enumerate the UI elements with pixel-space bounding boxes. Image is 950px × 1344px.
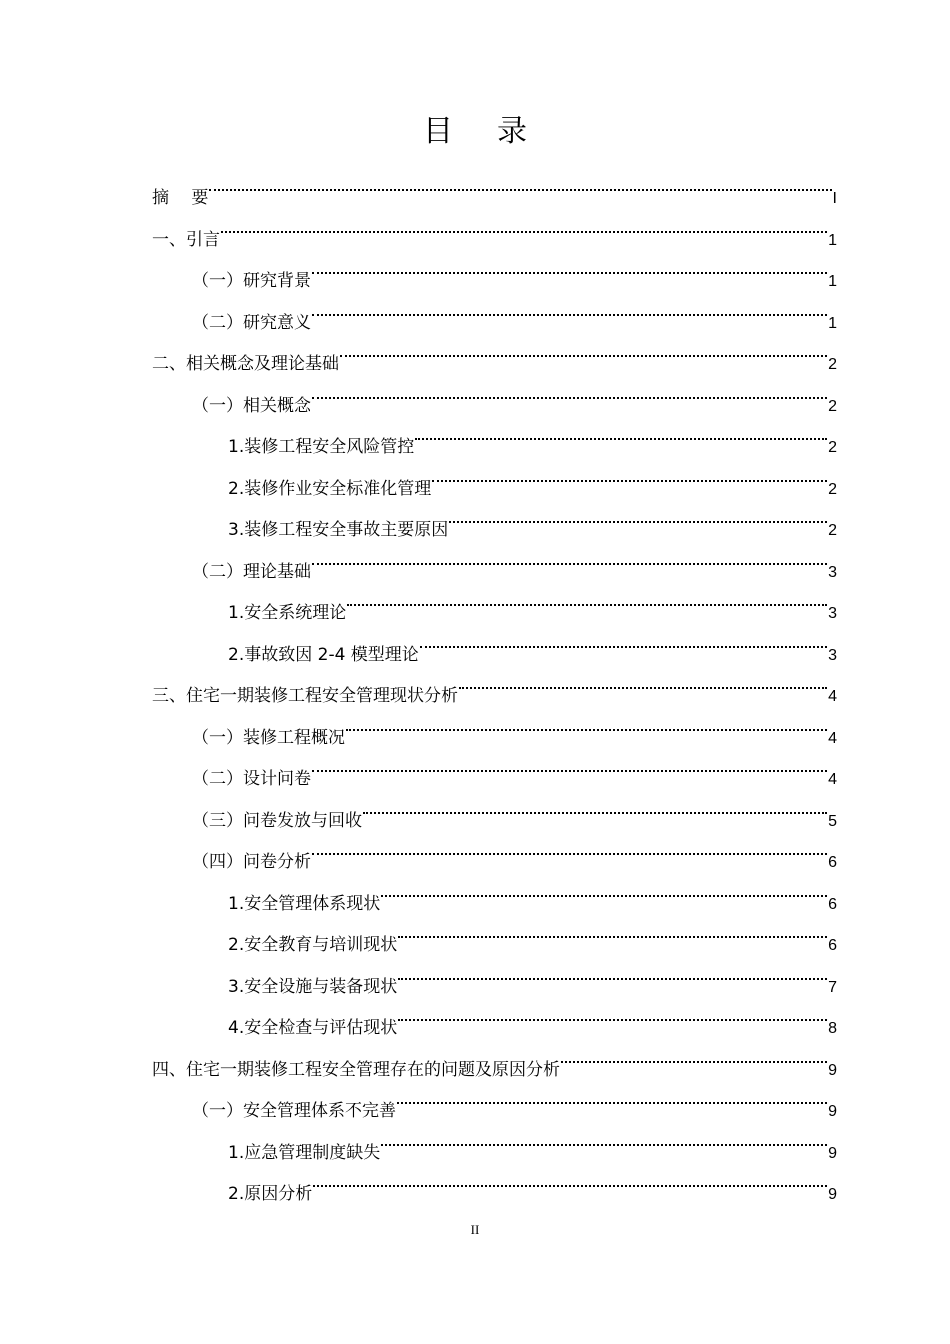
toc-dot-leader bbox=[312, 246, 827, 286]
toc-entry-page-number: 4 bbox=[828, 688, 837, 705]
toc-entry-label: （二）研究意义 bbox=[192, 312, 311, 333]
toc-entry-page-number: 4 bbox=[828, 729, 837, 747]
toc-entry[interactable] bbox=[192, 744, 837, 789]
toc-entry-page-number: 6 bbox=[828, 895, 837, 913]
toc-entry-label: （四）问卷分析 bbox=[192, 852, 311, 872]
toc-entry-label: 1.装修工程安全风险管控 bbox=[228, 437, 415, 457]
toc-entry-label: 摘 要 bbox=[152, 188, 209, 208]
toc-entry[interactable] bbox=[228, 1118, 837, 1163]
toc-entry[interactable] bbox=[152, 661, 837, 706]
toc-dot-leader bbox=[363, 786, 827, 826]
toc-entry[interactable] bbox=[192, 537, 837, 582]
toc-entry[interactable] bbox=[152, 163, 837, 208]
toc-entry-page-number: 9 bbox=[828, 1186, 837, 1203]
toc-entry[interactable] bbox=[228, 869, 837, 914]
toc-entry-page-number: 3 bbox=[828, 563, 837, 581]
toc-entry-label: 二、相关概念及理论基础 bbox=[152, 354, 339, 374]
toc-entry-label: （二）设计问卷 bbox=[192, 769, 311, 789]
toc-entry-page-number: 2 bbox=[828, 356, 837, 373]
toc-entry-page-number: 9 bbox=[828, 1103, 837, 1120]
toc-dot-leader bbox=[340, 329, 827, 369]
toc-entry-page-number: 5 bbox=[828, 812, 837, 830]
toc-entry[interactable] bbox=[192, 1076, 837, 1121]
toc-entry-label: 四、住宅一期装修工程安全管理存在的问题及原因分析 bbox=[152, 1059, 560, 1080]
toc-entry[interactable] bbox=[228, 993, 837, 1038]
toc-entry-page-number: 1 bbox=[828, 273, 837, 290]
toc-entry-label: 2.事故致因 2-4 模型理论 bbox=[228, 644, 419, 665]
toc-dot-leader bbox=[459, 661, 827, 701]
toc-title-char-2: 录 bbox=[497, 114, 527, 149]
toc-dot-leader bbox=[449, 495, 827, 535]
toc-dot-leader bbox=[381, 1118, 827, 1158]
toc-dot-leader bbox=[209, 163, 831, 203]
toc-entry[interactable] bbox=[192, 371, 837, 416]
toc-dot-leader bbox=[381, 869, 827, 909]
toc-entry-page-number: 7 bbox=[828, 978, 837, 996]
toc-entry[interactable] bbox=[192, 827, 837, 872]
toc-dot-leader bbox=[312, 288, 827, 328]
toc-entry-label: 2.安全教育与培训现状 bbox=[228, 935, 398, 955]
toc-entry-page-number: 3 bbox=[828, 646, 837, 664]
toc-entry[interactable] bbox=[228, 910, 837, 955]
toc-dot-leader bbox=[415, 412, 827, 452]
toc-title bbox=[0, 108, 950, 156]
toc-entry[interactable] bbox=[228, 952, 837, 997]
toc-entry-page-number: 9 bbox=[828, 1061, 837, 1079]
toc-entry[interactable] bbox=[192, 703, 837, 748]
toc-entry[interactable] bbox=[228, 412, 837, 457]
toc-entry-label: 1.应急管理制度缺失 bbox=[228, 1142, 381, 1163]
toc-entry-label: 3.安全设施与装备现状 bbox=[228, 976, 398, 997]
toc-dot-leader bbox=[561, 1035, 827, 1075]
toc-entry-page-number: I bbox=[832, 190, 837, 207]
toc-entry-label: 3.装修工程安全事故主要原因 bbox=[228, 520, 449, 540]
toc-entry-page-number: 8 bbox=[828, 1020, 837, 1037]
toc-dot-leader bbox=[312, 744, 827, 784]
toc-entry-page-number: 2 bbox=[828, 397, 837, 415]
toc-entry-page-number: 1 bbox=[828, 314, 837, 332]
toc-dot-leader bbox=[312, 371, 827, 411]
toc-dot-leader bbox=[398, 910, 827, 950]
toc-dot-leader bbox=[397, 1076, 827, 1116]
toc-entry[interactable] bbox=[228, 454, 837, 499]
toc-entry[interactable] bbox=[228, 578, 837, 623]
toc-entry-label: 1.安全系统理论 bbox=[228, 603, 347, 623]
toc-dot-leader bbox=[347, 578, 827, 618]
toc-title-char-1: 目 bbox=[423, 114, 453, 149]
toc-dot-leader bbox=[398, 952, 827, 992]
toc-entry[interactable] bbox=[192, 288, 837, 333]
toc-dot-leader bbox=[312, 827, 827, 867]
toc-entry-page-number: 2 bbox=[828, 439, 837, 456]
toc-entry[interactable] bbox=[228, 620, 837, 665]
toc-dot-leader bbox=[420, 620, 827, 660]
toc-entry[interactable] bbox=[152, 329, 837, 374]
toc-entry-label: （一）相关概念 bbox=[192, 395, 311, 416]
toc-entry-label: （一）安全管理体系不完善 bbox=[192, 1101, 396, 1121]
toc-entry[interactable] bbox=[192, 786, 837, 831]
toc-entry-label: 2.装修作业安全标准化管理 bbox=[228, 478, 432, 499]
toc-dot-leader bbox=[398, 993, 827, 1033]
toc-dot-leader bbox=[313, 1159, 827, 1199]
toc-entry[interactable] bbox=[228, 1159, 837, 1204]
toc-entry-label: 三、住宅一期装修工程安全管理现状分析 bbox=[152, 686, 458, 706]
toc-entry-page-number: 6 bbox=[828, 854, 837, 871]
toc-entry-label: 1.安全管理体系现状 bbox=[228, 893, 381, 914]
toc-entry-label: （三）问卷发放与回收 bbox=[192, 810, 362, 831]
toc-entry-page-number: 2 bbox=[828, 480, 837, 498]
toc-entry-label: （二）理论基础 bbox=[192, 561, 311, 582]
toc-entry-label: 4.安全检查与评估现状 bbox=[228, 1018, 398, 1038]
footer-page-number: II bbox=[470, 1222, 480, 1237]
toc-entry-label: 一、引言 bbox=[152, 229, 220, 250]
toc-entry[interactable] bbox=[152, 205, 837, 250]
toc-entry-label: 2.原因分析 bbox=[228, 1184, 313, 1204]
toc-entry-label: （一）研究背景 bbox=[192, 271, 311, 291]
toc-entry-page-number: 9 bbox=[828, 1144, 837, 1162]
toc-entry[interactable] bbox=[192, 246, 837, 291]
toc-entry[interactable] bbox=[152, 1035, 837, 1080]
toc-entry-page-number: 3 bbox=[828, 605, 837, 622]
toc-entry-page-number: 2 bbox=[828, 522, 837, 539]
toc-dot-leader bbox=[221, 205, 827, 245]
toc-entry[interactable] bbox=[228, 495, 837, 540]
toc-entry-label: （一）装修工程概况 bbox=[192, 727, 345, 748]
toc-dot-leader bbox=[432, 454, 827, 494]
toc-entry-page-number: 6 bbox=[828, 937, 837, 954]
toc-dot-leader bbox=[346, 703, 827, 743]
toc-entry-page-number: 1 bbox=[828, 231, 837, 249]
toc-dot-leader bbox=[312, 537, 827, 577]
toc-entry-page-number: 4 bbox=[828, 771, 837, 788]
